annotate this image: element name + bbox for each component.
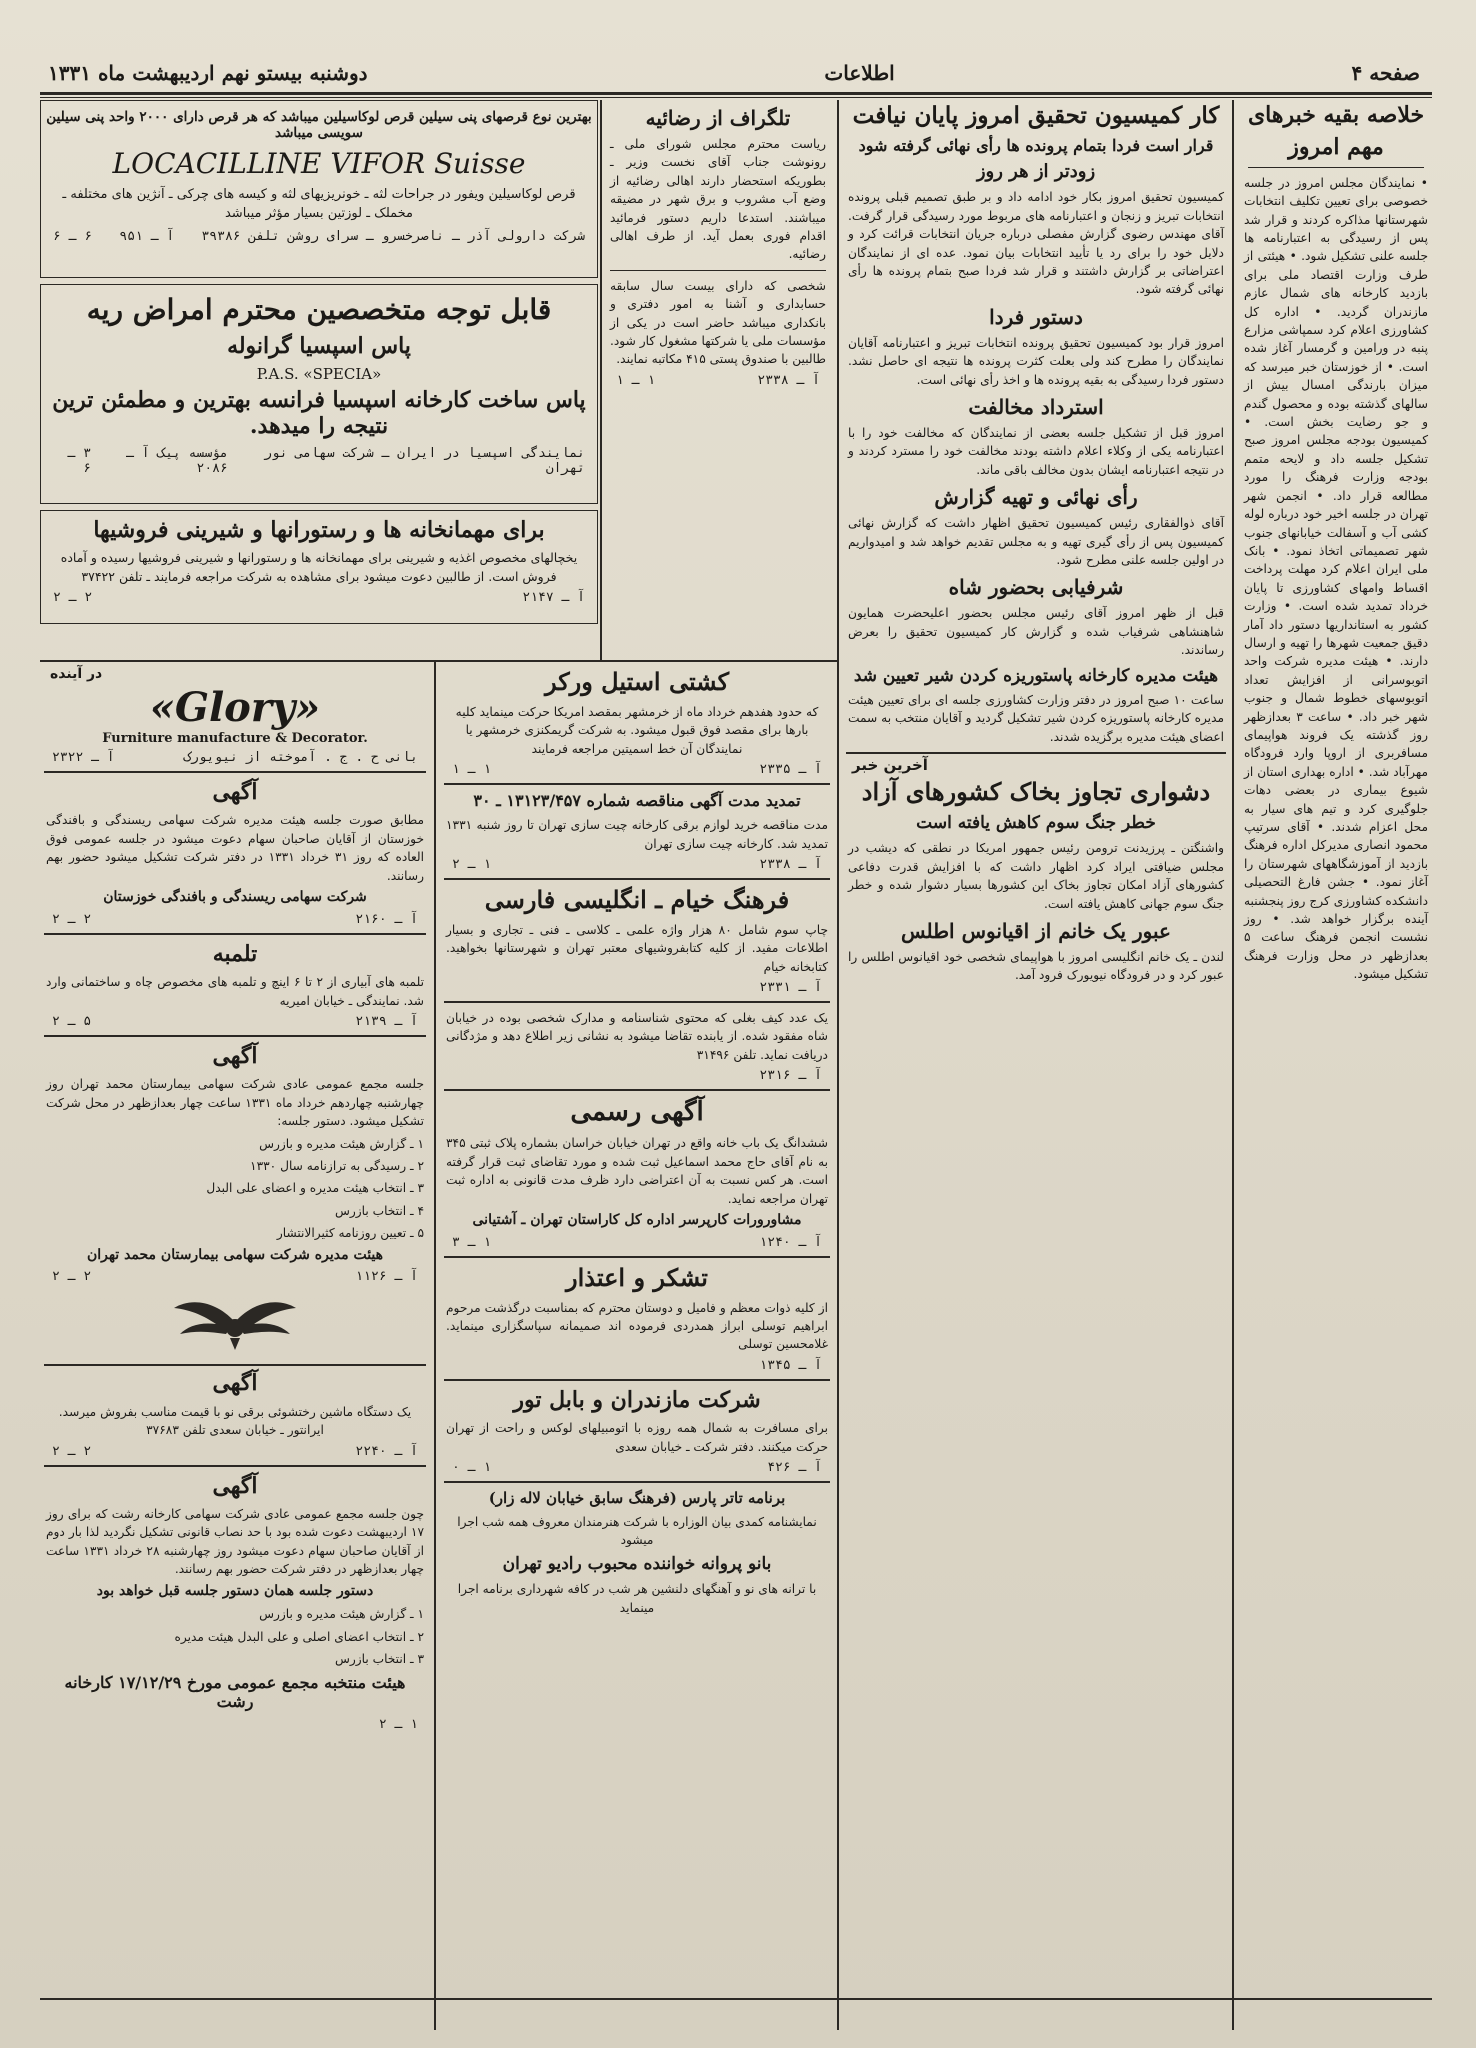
ad-headline: کشتی استیل ورکر — [544, 667, 730, 696]
brand-name: LOCACILLINE VIFOR Suisse — [112, 147, 526, 181]
ad-headline: برای مهمانخانه ها و رستورانها و شیرینی فروشیها — [93, 517, 545, 543]
latest-headline: دشواری تجاوز بخاک کشورهای آزاد — [861, 777, 1211, 807]
ad-headline: آگهی — [212, 1043, 258, 1070]
agenda-item: ۱ ـ گزارش هیئت مدیره و بازرس — [259, 1136, 424, 1151]
ad-code: آ ـ ۲۱۳۹ — [355, 1014, 418, 1030]
ad-footer: مشاورورات کارپرسر اداره کل کاراستان تهران ـ آشتیانی — [472, 1212, 802, 1229]
telegraph-body: ریاست محترم مجلس شورای ملی ـ رونوشت جناب آقای نخست وزیر ـ بطوریکه استحضار دارند اهالی رضائیه از وضع آب مشروب و برق شهر در مضیقه میباشند. استدعا داریم دستور فرمائید اقدام فوری بعمل آید. از طرف اهالی رضائیه. — [610, 137, 826, 262]
ad-headline: آگهی — [212, 1472, 258, 1499]
agenda-item: ۵ ـ تعیین روزنامه کثیرالانتشار — [276, 1226, 424, 1241]
ad-body: یک عدد کیف بغلی که محتوی شناسنامه و مدارک شخصی بوده در خیابان شاه مفقود شده. از یابنده تقاضا میشود به نشانی زیر اطلاع دهد و مژدگانی دریافت نماید. تلفن ۳۱۴۹۶ — [446, 1011, 828, 1062]
ad-code: ۵ ـ ۲ — [52, 1014, 92, 1030]
ad-body: با ترانه های نو و آهنگهای دلنشین هر شب در کافه شهرداری برنامه اجرا مینماید — [457, 1582, 817, 1615]
ad-code: ۲ ـ ۲ — [52, 1443, 92, 1459]
ad-body: ششدانگ یک باب خانه واقع در تهران خیابان خراسان بشماره پلاک ثبتی ۳۴۵ به نام آقای حاج محمد اسماعیل ثبت شده و مورد تقاضای ثبت قرار گرفته است. هر کس نسبت به آن اعتراضی دارد ظرف مدت قانونی به اداره ثبت تهران مراجعه نماید. — [446, 1136, 828, 1206]
page-header — [48, 58, 1420, 88]
ad-code: آ ـ ۹۵۱ — [119, 229, 175, 245]
section-heading: هیئت مدیره کارخانه پاستوریزه کردن شیر تعیین شد — [853, 665, 1219, 686]
ad-representative: نمایندگی اسپسیا در ایران ـ شرکت سهامی نور تهران — [264, 445, 585, 476]
section-body: ساعت ۱۰ صبح امروز در دفتر وزارت کشاورزی جلسه ای برای تعیین هیئت مدیره کارخانه پاستوریزه کردن شیر تشکیل گردید و آقایان منتخب به سمت اعضای هیئت مدیره برگزیده شدند. — [848, 692, 1224, 744]
coming-soon-label: در آینده — [50, 666, 103, 682]
ad-code: ۳ ـ ۶ — [67, 445, 92, 476]
left-ads-column — [40, 664, 430, 2034]
section-body: لندن ـ یک خانم انگلیسی امروز با هواپیمای شخصی خود اقیانوس اطلس را عبور کرد و در فرودگاه نیویورک فرود آمد. — [848, 949, 1224, 983]
ad-code: آ ـ ۲۳۳۸ — [757, 372, 820, 388]
ad-code: ۱ ـ ۳ — [452, 1234, 492, 1250]
latest-deck: خطر جنگ سوم کاهش یافته است — [916, 812, 1156, 833]
column-rule — [837, 100, 839, 2030]
ad-code: آ ـ ۲۳۲۲ — [52, 750, 115, 765]
ad-body: چون جلسه مجمع عمومی عادی شرکت سهامی کارخانه رشت که برای روز ۱۷ اردیبهشت دعوت شده بود با حد نصاب قانونی تشکیل نگردید لذا بار دوم از آقایان صاحبان سهام دعوت میشود روز چهارشنبه ۲۸ خرداد ۱۳۳۱ ساعت چهار بعدازظهر در دفتر شرکت حضور بهم رسانند. — [46, 1507, 424, 1577]
ad-code: آ ـ ۲۳۳۱ — [759, 980, 822, 996]
ad-code: ۱ ـ ۱ — [452, 762, 492, 778]
agenda-item: ۲ ـ رسیدگی به ترازنامه سال ۱۳۳۰ — [250, 1159, 424, 1174]
section-heading: شرفیابی بحضور شاه — [948, 575, 1124, 600]
paper-name: اطلاعات — [824, 61, 895, 85]
ad-headline: تلمبه — [212, 940, 258, 967]
issue-date: دوشنبه بیستو نهم اردیبهشت ماه ۱۳۳۱ — [48, 61, 368, 85]
ad-code: آ ـ ۲۳۳۸ — [759, 857, 822, 873]
ad-code: ۱ ـ ۲ — [452, 857, 492, 873]
ad-code: ۱ ـ ۰ — [452, 1460, 492, 1476]
ad-line: بهترین نوع قرصهای پنی سیلین قرص لوکاسیلین میباشد که هر قرص دارای ۲۰۰۰ واحد پنی سیلین سویسی میباشد — [46, 109, 592, 142]
ad-code: ۲ ـ ۲ — [52, 1269, 92, 1285]
ad-body: یک دستگاه ماشین رختشوئی برقی نو با قیمت مناسب بفروش میرسد. ایرانتور ـ خیابان سعدی تلفن ۳۷۶۸۳ — [58, 1404, 412, 1438]
ad-body: برای مسافرت به شمال همه روزه با اتومبیلهای لوکس و راحت از تهران حرکت میکنند. دفتر شرکت ـ خیابان سعدی — [446, 1421, 828, 1454]
ad-code: ۶ ـ ۶ — [53, 229, 93, 245]
section-heading: استرداد مخالفت — [968, 395, 1104, 420]
ad-signature: هیئت مدیره شرکت سهامی بیمارستان محمد تهران — [86, 1246, 384, 1263]
agenda-item: ۳ ـ انتخاب بازرس — [334, 1652, 424, 1667]
job-ad-body: شخصی که دارای بیست سال سابقه حسابداری و آشنا به امور دفتری و بانکداری میباشد حاضر است در یکی از مؤسسات ملی یا شرکتها مشغول کار شود. طالبین با صندوق پستی ۴۱۵ مکاتبه نمایند. — [610, 278, 826, 367]
ad-code: آ ـ ۲۳۱۶ — [759, 1068, 822, 1084]
ad-latin: P.A.S. «SPECIA» — [256, 364, 382, 383]
ad-address: شرکت دارولی آذر ـ ناصرخسرو ـ سرای روشن تلفن ۳۹۳۸۶ — [201, 229, 585, 245]
ad-signature: شرکت سهامی ریسندگی و بافندگی خوزستان — [103, 889, 367, 906]
ad-headline: فرهنگ خیام ـ انگلیسی فارسی — [484, 885, 790, 915]
column-rule — [1232, 100, 1234, 2030]
ad-fridges — [40, 510, 598, 624]
ad-code: ۱ ـ ۱ — [616, 372, 656, 388]
ad-line: قرص لوکاسیلین ویفور در جراحات لثه ـ خونریزیهای لثه و کیسه های چرکی ـ آنژین های مختلفه ـ مخملک ـ لوزتین بسیار مؤثر میباشد — [62, 187, 576, 221]
agenda-item: ۴ ـ انتخاب بازرس — [334, 1203, 424, 1218]
winged-emblem-icon — [40, 1292, 430, 1356]
section-body: قبل از ظهر امروز آقای رئیس مجلس بحضور اعلیحضرت همایون شاهنشاهی شرفیاب شده و گزارش کار کمیسیون تحقیق را بعرض رساندند. — [848, 606, 1224, 658]
ad-body: چاپ سوم شامل ۸۰ هزار واژه علمی ـ کلاسی ـ فنی ـ تجاری و بسیار اطلاعات مفید. از کلیه کتابفروشیهای معتبر تهران و شهرستانها بخواهید. کتابخانه خیام — [446, 922, 828, 974]
agenda-item: ۱ ـ گزارش هیئت مدیره و بازرس — [259, 1607, 424, 1622]
section-heading: رأی نهائی و تهیه گزارش — [934, 485, 1138, 510]
ad-headline: آگهی — [212, 779, 258, 805]
ad-code: آ ـ ۱۲۴۰ — [759, 1234, 822, 1250]
agenda-item: ۲ ـ انتخاب اعضای اصلی و علی البدل هیئت مدیره — [174, 1629, 424, 1644]
news-summary-column — [1238, 98, 1434, 2028]
column-rule — [434, 660, 436, 2030]
ad-headline: برنامه تاتر پارس (فرهنگ سابق خیابان لاله زار) — [488, 1489, 786, 1508]
section-body: امروز قبل از تشکیل جلسه بعضی از نمایندگان که مخالفت خود را با اعتبارنامه یکی از وکلاء اعلام داشته بودند مخالفت خود را مسترد کردند و در نتیجه اعتبارنامه ایشان بدون مخالف باقی ماند. — [848, 426, 1224, 477]
ad-headline: تمدید مدت آگهی مناقصه شماره ۱۳۱۲۳/۴۵۷ ـ ۳۰ — [473, 791, 801, 811]
ad-code: آ ـ ۱۱۲۶ — [355, 1269, 418, 1285]
brand-name: «Glory» — [149, 684, 321, 731]
brand-tagline: Furniture manufacture & Decorator. — [102, 731, 368, 746]
ad-headline: شرکت مازندران و بابل تور — [513, 1386, 761, 1413]
ad-subheadline: پاس اسپسیا گرانوله — [227, 332, 411, 359]
ad-locacilline — [40, 100, 598, 278]
latest-body: واشنگتن ـ پرزیدنت ترومن رئیس جمهور امریکا در نطقی که دیشب در مجلس ضیافتی ایراد کرد اظهار داشت که با افزایش قدرت دفاعی کشورهای آزاد امکان تجاوز بخاک این کشورها بسیار دشوار شده و خطر جنگ سوم جهانی کاهش یافته است. — [848, 841, 1224, 911]
ad-code: مؤسسه پیک آ ـ ۲۰۸۶ — [126, 445, 228, 476]
ad-signature: هیئت منتخبه مجمع عمومی مورخ ۱۷/۱۲/۲۹ کارخانه رشت — [64, 1672, 406, 1711]
ad-code: ۲ ـ ۲ — [53, 590, 93, 606]
ad-headline: قابل توجه متخصصین محترم امراض ریه — [86, 293, 552, 326]
ad-headline: آگهی رسمی — [570, 1097, 704, 1128]
ad-code: آ ـ ۴۲۶ — [767, 1460, 822, 1476]
ad-body: از کلیه ذوات معظم و فامیل و دوستان محترم که بمناسبت درگذشت مرحوم ابراهیم توسلی ابراز همدردی فرموده اند صمیمانه سپاسگزاری مینماید. غلامحسین توسلی — [446, 1300, 828, 1352]
ad-headline: آگهی — [212, 1370, 258, 1397]
page-number: صفحه ۴ — [1351, 61, 1420, 85]
latest-news-label: آخرین خبر — [852, 756, 928, 775]
ad-code: آ ـ ۱۳۴۵ — [759, 1357, 822, 1373]
ad-subheadline: دستور جلسه همان دستور جلسه قبل خواهد بود — [96, 1582, 374, 1599]
article-body: کمیسیون تحقیق امروز بکار خود ادامه داد و بر طبق تصمیم قبلی پرونده انتخابات تبریز و زنجان و اعتبارنامه های مربوط مورد رسیدگی قرار گرفت. آقای مهندس رضوی گزارش مفصلی درباره جریان انتخابات قرائت کرد و دلایل خود را برای رد یا تأیید انتخابات بیان نمود. عده ای از نمایندگان اعتراضاتی بر گزارش داشتند و قرار شد فردا صبح بتمام پرونده ها رأی نهائی گرفته شود. — [848, 190, 1224, 297]
ad-headline: تشکر و اعتذار — [566, 1262, 708, 1292]
ad-body: تلمبه های آبیاری از ۲ تا ۶ اینچ و تلمبه های مخصوص چاه و ساختمانی وارد شد. نمایندگی ـ خیابان امیریه — [46, 975, 424, 1008]
section-heading: دستور فردا — [989, 304, 1083, 329]
ad-body: که حدود هفدهم خرداد ماه از خرمشهر بمقصد امریکا حرکت مینماید کلیه بارها برای مقصد فوق قبول میشود. به شرکت گریمکنزی خرمشهر یا نمایندگان آن خط اسمیتین مراجعه فرمایند — [455, 704, 819, 756]
section-body: امروز قرار بود کمیسیون تحقیق پرونده انتخابات تبریز و اعتبارنامه آقایان نمایندگان را مطرح کند ولی بعلت کثرت پرونده ها نتیجه ای حاصل نشد. دستور فردا رسیدگی به بقیه پرونده ها و اخذ رأی نهائی است. — [848, 335, 1224, 387]
ad-code: آ ـ ۲۳۳۵ — [759, 762, 822, 778]
telegraph-column — [604, 100, 832, 660]
ad-code: ۲ ـ ۲ — [52, 911, 92, 927]
telegraph-heading: تلگراف از رضائیه — [645, 106, 791, 130]
ad-body: مدت مناقصه خرید لوازم برقی کارخانه چیت سازی تهران تا روز شنبه ۱۳۳۱ تمدید شد. کارخانه چیت سازی تهران — [446, 818, 828, 851]
ad-code: آ ـ ۲۲۴۰ — [355, 1443, 418, 1459]
center-ads-column — [440, 664, 834, 2034]
article-deck-2: زودتر از هر روز — [976, 160, 1096, 182]
article-deck: قرار است فردا بتمام پرونده ها رأی نهائی گرفته شود — [858, 135, 1214, 155]
summary-title: خلاصه بقیه خبرهای — [1247, 102, 1425, 128]
main-article-column — [842, 98, 1230, 2028]
ad-body: مطابق صورت جلسه هیئت مدیره شرکت سهامی ریسندگی و بافندگی خوزستان از آقایان صاحبان سهام دعوت میشود در جلسه عمومی فوق العاده که روز ۳۱ خرداد ۱۳۳۱ در دفتر شرکت تشکیل میشود حضور بهم رسانند. — [46, 813, 424, 883]
ad-body: یخچالهای مخصوص اغذیه و شیرینی برای مهمانخانه ها و رستورانها و شیرینی فروشیها رسیده و آماده فروش است. از طالبین دعوت میشود برای مشاهده به شرکت مراجعه فرمایند ـ تلفن ۳۷۴۲۲ — [60, 550, 578, 584]
ad-code: آ ـ ۲۱۴۷ — [522, 590, 585, 606]
ad-code: ۱ ـ ۲ — [378, 1717, 418, 1733]
ad-body: پاس ساخت کارخانه اسپسیا فرانسه بهترین و مطمئن ترین نتیجه را میدهد. — [52, 386, 586, 440]
ad-line: بانی ح . ج . آموخته از نیویورک — [183, 750, 418, 765]
ad-body: جلسه مجمع عمومی عادی شرکت سهامی بیمارستان محمد تهران روز چهارشنبه چهاردهم خرداد ماه ۱۳۳۱ ساعت چهار بعدازظهر در محل شرکت تشکیل میشود. دستور جلسه: — [46, 1077, 424, 1129]
summary-subtitle: مهم امروز — [1288, 134, 1384, 161]
ad-body: نمایشنامه کمدی بیان الوزاره با شرکت هنرمندان معروف همه شب اجرا میشود — [457, 1515, 817, 1548]
ad-headline: بانو پروانه خواننده محبوب رادیو تهران — [502, 1553, 772, 1574]
section-heading: عبور یک خانم از اقیانوس اطلس — [901, 918, 1171, 943]
summary-body: • نمایندگان مجلس امروز در جلسه خصوصی برای تعیین تکلیف انتخابات شهرستانها مذاکره کردند و قرار شد پس از رسیدگی به اعتبارنامه ها جلسه علنی تشکیل شود. • هیئتی از طرف وزارت اقتصاد ملی برای بازدید کارخانه های شمال عازم مازندران گردید. • اداره کل کشاورزی اعلام کرد سمپاشی مزارع پنبه در ورامین و گرمسار آغاز شده است. • از خوزستان خبر میرسد که میزان بارندگی امسال بیش از سالهای گذشته بوده و محصول گندم و جو رضایت بخش است. • کمیسیون بودجه مجلس امروز صبح تشکیل جلسه داد و لایحه متمم بودجه وزارت فرهنگ را مورد مطالعه قرار داد. • انجمن شهر تهران در جلسه اخیر خود درباره لوله کشی آب و آسفالت خیابانهای جنوب شهر تصمیماتی اتخاذ نمود. • بانک ملی ایران اعلام کرد مهلت پرداخت اقساط وامهای کشاورزی تا پایان خرداد تمدید شده است. • وزارت کشور به استانداریها دستور داد آمار دقیق جمعیت شهرها را تهیه و ارسال دارند. • هیئت مدیره شرکت واحد اتوبوسرانی از افزایش تعداد اتوبوسهای خطوط شمال و جنوب شهر خبر داد. • ساعت ۳ بعدازظهر روز گذشته یک فروند هواپیمای مسافربری از اروپا وارد فرودگاه مهرآباد شد. • اداره بهداری استان از شیوع بیماری در بعضی دهات جلوگیری کرد و تیم های سیار به محل اعزام شدند. • آقای سرتیپ محمود انصاری مدیرکل اداره فرهنگ بازدید از آموزشگاههای شهرستان را آغاز نمود. • جشن فارغ التحصیلی دانشکده کشاورزی کرج روز پنجشنبه آینده برگزار خواهد شد. • روز نشست انجمن فرهنگ ساعت ۵ بعدازظهر در محل وزارت فرهنگ تشکیل میشود. — [1244, 175, 1428, 982]
section-body: آقای ذوالفقاری رئیس کمیسیون تحقیق اظهار داشت که گزارش نهائی کمیسیون پس از رأی گیری تهیه و به مجلس تقدیم خواهد شد و امیدواریم در اولین جلسه علنی مطرح شود. — [848, 516, 1224, 568]
article-headline: کار کمیسیون تحقیق امروز پایان نیافت — [852, 102, 1220, 129]
ad-code: آ ـ ۲۱۶۰ — [355, 911, 418, 927]
ad-specia — [40, 284, 598, 504]
agenda-item: ۳ ـ انتخاب هیئت مدیره و اعضای علی البدل — [206, 1181, 424, 1196]
header-rule — [40, 92, 1432, 95]
